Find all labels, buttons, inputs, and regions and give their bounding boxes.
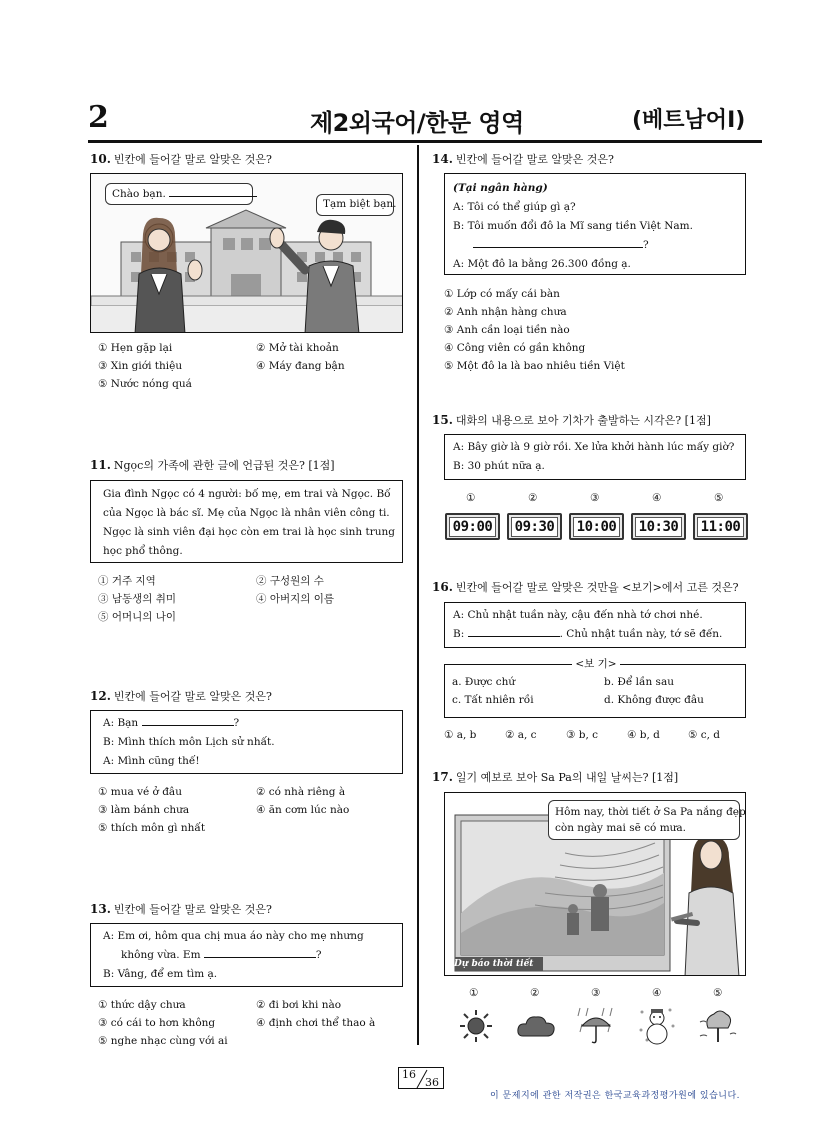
greeting-bubble: Chào bạn. bbox=[105, 183, 253, 205]
question-13 bbox=[90, 901, 272, 917]
question-prompt: 대화의 내용으로 보아 기차가 출발하는 시각은? [1점] bbox=[455, 414, 711, 427]
question-prompt: 빈칸에 들어갈 말로 알맞은 것은? bbox=[113, 903, 272, 916]
option-3[interactable]: ③ 남동생의 취미 bbox=[98, 593, 177, 605]
q11-passage: Gia đình Ngọc có 4 người: bố mẹ, em trai và Ngọc. Bố của Ngọc là bác sĩ. Mẹ của Ngọc là nhân viên công ti. Ngọc là sinh viên đại học còn em trai là học sinh trung học phổ thông. bbox=[90, 480, 403, 563]
option-4[interactable]: ④ 아버지의 이름 bbox=[256, 593, 335, 605]
question-prompt: Ngọc의 가족에 관한 글에 언급된 것은? [1점] bbox=[113, 459, 335, 472]
farewell-bubble: Tạm biệt bạn. bbox=[316, 194, 394, 216]
choice-label-5: ⑤ bbox=[713, 987, 723, 999]
page-counter bbox=[398, 1067, 444, 1089]
forecast-caption: Dự báo thời tiết bbox=[454, 959, 534, 969]
option-2[interactable]: ② a, c bbox=[505, 729, 537, 741]
copyright-notice: 이 문제지에 관한 저작권은 한국교육과정평가원에 있습니다. bbox=[490, 1091, 741, 1101]
option-2[interactable]: ② Anh nhận hàng chưa bbox=[444, 306, 567, 318]
rain-umbrella-icon[interactable] bbox=[576, 1006, 616, 1046]
question-number: 10. bbox=[90, 152, 111, 166]
question-10 bbox=[90, 151, 272, 167]
answer-blank bbox=[142, 716, 234, 726]
option-1[interactable]: ① Hẹn gặp lại bbox=[98, 342, 173, 354]
choice-label-2: ② bbox=[528, 492, 538, 504]
question-prompt: 빈칸에 들어갈 말로 알맞은 것은? bbox=[113, 153, 272, 166]
forecast-bubble: Hôm nay, thời tiết ở Sa Pa nắng đẹp còn ngày mai sẽ có mưa. bbox=[548, 800, 740, 840]
windy-tree-icon[interactable] bbox=[698, 1006, 738, 1046]
question-14 bbox=[432, 151, 614, 167]
q15-dialogue: A: Bây giờ là 9 giờ rồi. Xe lửa khởi hành lúc mấy giờ? B: 30 phút nữa ạ. bbox=[444, 434, 746, 480]
answer-blank bbox=[169, 187, 257, 197]
option-4[interactable]: ④ ăn cơm lúc nào bbox=[256, 804, 350, 816]
total-pages: 36 bbox=[425, 1076, 439, 1089]
option-1[interactable]: ① a, b bbox=[444, 729, 477, 741]
option-3[interactable]: ③ có cái to hơn không bbox=[98, 1017, 216, 1029]
choice-label-3: ③ bbox=[590, 492, 600, 504]
choice-label-4: ④ bbox=[652, 492, 662, 504]
q13-dialogue: A: Em ơi, hôm qua chị mua áo này cho mẹ nhưng không vừa. Em ? B: Vâng, để em tìm ạ. bbox=[90, 923, 403, 987]
header-rule bbox=[88, 140, 762, 143]
option-5[interactable]: ⑤ Một đô la là bao nhiêu tiền Việt bbox=[444, 360, 625, 372]
clock-option-1[interactable]: 09:00 bbox=[445, 513, 500, 540]
bogi-box bbox=[444, 656, 746, 718]
option-3[interactable]: ③ b, c bbox=[566, 729, 599, 741]
question-17 bbox=[432, 769, 678, 785]
option-3[interactable]: ③ Anh cần loại tiền nào bbox=[444, 324, 570, 336]
cloud-icon[interactable] bbox=[515, 1010, 557, 1042]
question-12 bbox=[90, 688, 272, 704]
option-1[interactable]: ① Lớp có mấy cái bàn bbox=[444, 288, 560, 300]
option-4[interactable]: ④ b, d bbox=[627, 729, 660, 741]
bogi-item-c: c. Tất nhiên rồi bbox=[452, 694, 534, 706]
clock-option-3[interactable]: 10:00 bbox=[569, 513, 624, 540]
subject-title: (베트남어Ⅰ) bbox=[632, 108, 746, 133]
option-5[interactable]: ⑤ thích môn gì nhất bbox=[98, 822, 206, 834]
bogi-item-d: d. Không được đâu bbox=[604, 694, 704, 706]
question-prompt: 일기 예보로 보아 Sa Pa의 내일 날씨는? [1점] bbox=[455, 771, 679, 784]
choice-label-4: ④ bbox=[652, 987, 662, 999]
bogi-item-a: a. Được chứ bbox=[452, 676, 516, 688]
q16-dialogue: A: Chủ nhật tuần này, cậu đến nhà tớ chơi nhé. B: . Chủ nhật tuần này, tớ sẽ đến. bbox=[444, 602, 746, 648]
clock-option-4[interactable]: 10:30 bbox=[631, 513, 686, 540]
choice-label-2: ② bbox=[530, 987, 540, 999]
option-4[interactable]: ④ Máy đang bận bbox=[256, 360, 345, 372]
sun-icon[interactable] bbox=[458, 1008, 494, 1044]
option-5[interactable]: ⑤ nghe nhạc cùng với ai bbox=[98, 1035, 228, 1047]
option-3[interactable]: ③ làm bánh chưa bbox=[98, 804, 190, 816]
question-prompt: 빈칸에 들어갈 말로 알맞은 것은? bbox=[455, 153, 614, 166]
page-title: 제2외국어/한문 영역 bbox=[310, 109, 524, 137]
answer-blank bbox=[204, 948, 316, 958]
option-5[interactable]: ⑤ c, d bbox=[688, 729, 721, 741]
choice-label-1: ① bbox=[469, 987, 479, 999]
question-number: 16. bbox=[432, 580, 453, 594]
question-number: 11. bbox=[90, 458, 111, 472]
bogi-item-b: b. Để lần sau bbox=[604, 676, 674, 688]
option-2[interactable]: ② có nhà riêng à bbox=[256, 786, 346, 798]
question-number: 15. bbox=[432, 413, 453, 427]
option-2[interactable]: ② 구성원의 수 bbox=[256, 575, 324, 587]
question-15 bbox=[432, 412, 711, 428]
option-4[interactable]: ④ định chơi thể thao à bbox=[256, 1017, 376, 1029]
q12-dialogue: A: Bạn ? B: Mình thích môn Lịch sử nhất. A: Mình cũng thế! bbox=[90, 710, 403, 774]
question-number: 12. bbox=[90, 689, 111, 703]
snowman-icon[interactable] bbox=[637, 1006, 677, 1046]
question-number: 13. bbox=[90, 902, 111, 916]
answer-blank bbox=[473, 238, 643, 248]
clock-option-5[interactable]: 11:00 bbox=[693, 513, 748, 540]
choice-label-3: ③ bbox=[591, 987, 601, 999]
question-number: 14. bbox=[432, 152, 453, 166]
clock-option-2[interactable]: 09:30 bbox=[507, 513, 562, 540]
question-11 bbox=[90, 457, 335, 473]
option-2[interactable]: ② đi bơi khi nào bbox=[256, 999, 342, 1011]
column-divider bbox=[417, 145, 419, 1045]
current-page: 16 bbox=[402, 1068, 416, 1081]
option-4[interactable]: ④ Công viên có gần không bbox=[444, 342, 586, 354]
option-1[interactable]: ① thức dậy chưa bbox=[98, 999, 186, 1011]
option-5[interactable]: ⑤ 어머니의 나이 bbox=[98, 611, 177, 623]
question-number: 17. bbox=[432, 770, 453, 784]
question-prompt: 빈칸에 들어갈 말로 알맞은 것만을 <보기>에서 고른 것은? bbox=[455, 581, 739, 594]
question-16 bbox=[432, 579, 738, 595]
option-5[interactable]: ⑤ Nước nóng quá bbox=[98, 378, 192, 390]
choice-label-1: ① bbox=[466, 492, 476, 504]
question-prompt: 빈칸에 들어갈 말로 알맞은 것은? bbox=[113, 690, 272, 703]
option-2[interactable]: ② Mở tài khoản bbox=[256, 342, 339, 354]
option-3[interactable]: ③ Xin giới thiệu bbox=[98, 360, 183, 372]
option-1[interactable]: ① 거주 지역 bbox=[98, 575, 156, 587]
option-1[interactable]: ① mua vé ở đâu bbox=[98, 786, 182, 798]
answer-blank bbox=[468, 627, 560, 637]
choice-label-5: ⑤ bbox=[714, 492, 724, 504]
bogi-title: <보 기> bbox=[575, 658, 617, 670]
q14-dialogue: (Tại ngân hàng) A: Tôi có thể giúp gì ạ? B: Tôi muốn đổi đô la Mĩ sang tiền Việt Nam. ? A: Một đô la bằng 26.300 đồng ạ. bbox=[444, 173, 746, 275]
page-number: 2 bbox=[88, 100, 109, 135]
